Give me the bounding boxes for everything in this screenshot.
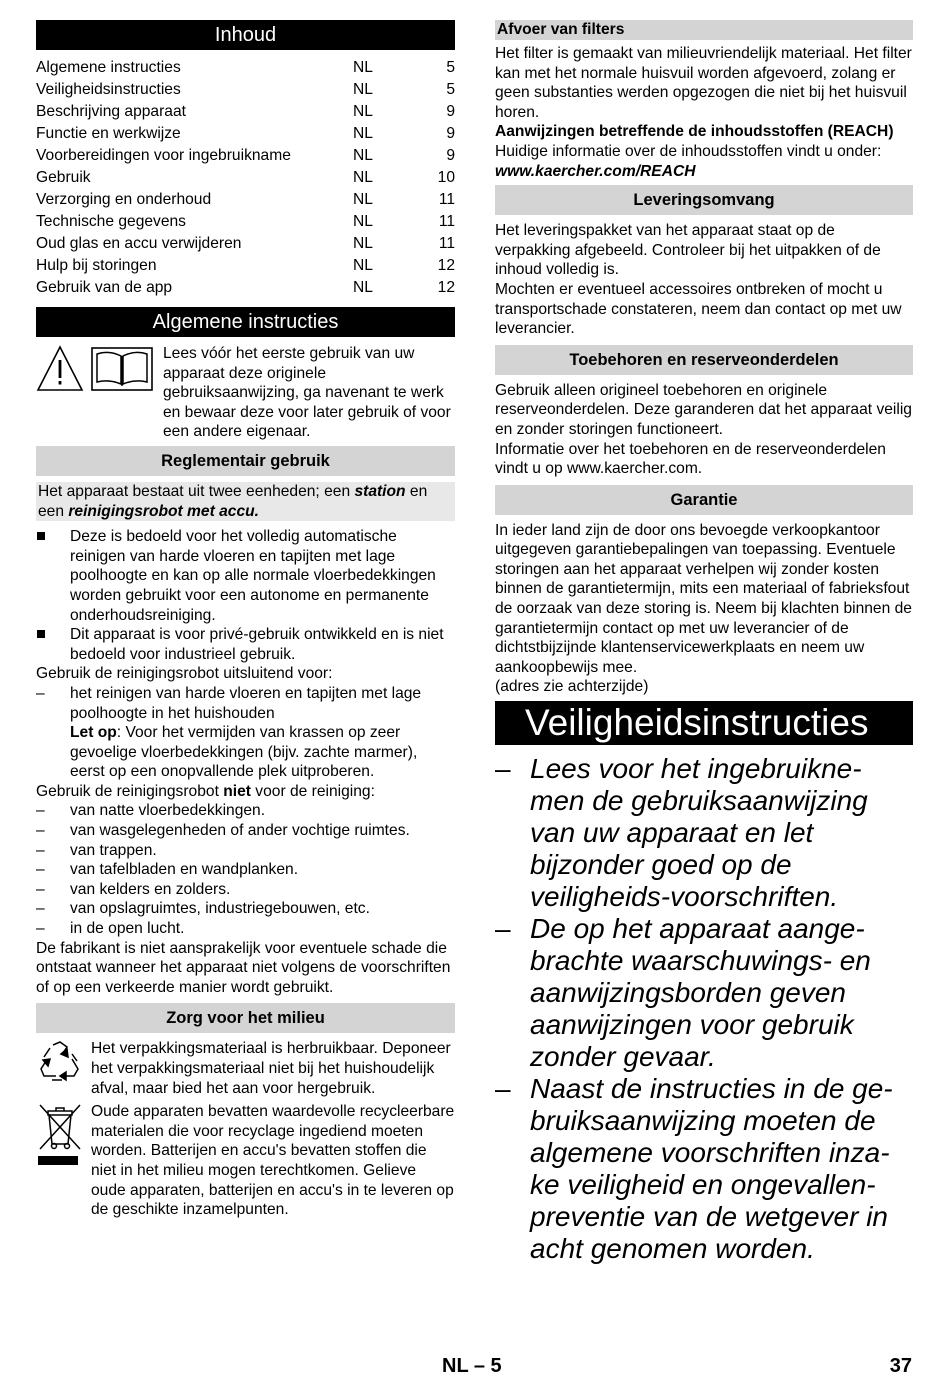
toc-page: 10 — [437, 169, 455, 186]
toc-row[interactable] — [36, 101, 455, 123]
safety-list — [495, 753, 913, 1265]
toc-lang: NL — [353, 213, 373, 230]
toc-lang: NL — [353, 103, 373, 120]
toc-page: 5 — [446, 81, 455, 98]
list-item: – van trappen. — [36, 841, 157, 859]
reach-text: Huidige informatie over de inhoudsstoffen vindt u onder: — [495, 142, 882, 160]
recycle-icon — [36, 1039, 84, 1083]
not-use-list — [36, 801, 455, 938]
safety-item: – Lees voor het ingebruikne-men de gebruiksaanwijzing van uw apparaat en let bijzonder goed op de veiligheids-voorschriften. — [495, 753, 868, 913]
toc-list — [36, 57, 455, 299]
toc-row[interactable] — [36, 123, 455, 145]
toc-page: 11 — [438, 235, 455, 252]
scope-text-1: Het leveringspakket van het apparaat staat op de verpakking afgebeeld. Controleer bij het uitpakken of de inhoud volledig is. — [495, 222, 881, 279]
general-block — [36, 344, 455, 442]
toc-page: 12 — [437, 257, 455, 274]
list-item: – van tafelbladen en wandplanken. — [36, 861, 299, 879]
manual-book-icon — [92, 348, 152, 390]
general-heading: Algemene instructies — [36, 307, 455, 337]
toc-row[interactable] — [36, 233, 455, 255]
toc-lang: NL — [353, 279, 373, 296]
list-item: Deze is bedoeld voor het volledig automatische reinigen van harde vloeren en tapijten met lage poolhoogte en kan op alle normale vloerbedekkingen worden gebruikt voor een autonome en permanente onderhoudsreiniging. — [36, 527, 455, 625]
scope-text-2: Mochten er eventueel accessoires ontbreken of mocht u transportschade constateren, neem dan contact op met uw leverancier. — [495, 280, 902, 338]
reach-heading: Aanwijzingen betreffende de inhoudsstoffen (REACH) — [495, 123, 894, 141]
toc-title: Oud glas en accu verwijderen — [36, 235, 242, 252]
general-text: Lees vóór het eerste gebruik van uw apparaat deze originele gebruiksaanwijzing, ga navenant te werk en bewaar deze voor later gebruik of voor een andere eigenaar. — [163, 345, 451, 441]
toc-row[interactable] — [36, 145, 455, 167]
safety-heading: Veiligheidsinstructies — [495, 701, 913, 745]
toc-page: 11 — [438, 191, 455, 208]
packaging-text: Het verpakkingsmateriaal is herbruikbaar. Deponeer het verpakkingsmateriaal niet bij het huishoudelijk afval, maar bied het aan voor hergebruik. — [91, 1040, 451, 1097]
intended-intro: Het apparaat bestaat uit twee eenheden; een station en een reinigingsrobot met accu. — [36, 482, 455, 521]
list-item: – van kelders en zolders. — [36, 880, 231, 898]
safety-item: – De op het apparaat aange-brachte waarschuwings- en aanwijzingsborden geven aanwijzingen voor gebruik zonder gevaar. — [495, 913, 871, 1073]
toc-page: 12 — [437, 279, 455, 296]
toc-title: Voorbereidingen voor ingebruikname — [36, 147, 291, 164]
warranty-address: (adres zie achterzijde) — [495, 678, 649, 696]
toc-page: 9 — [446, 103, 455, 120]
toc-title: Functie en werkwijze — [36, 125, 181, 142]
toc-title: Gebruik — [36, 169, 91, 186]
toc-page: 5 — [446, 59, 455, 76]
toc-row[interactable] — [36, 189, 455, 211]
accessories-text-1: Gebruik alleen origineel toebehoren en originele reserveonderdelen. Deze garanderen dat het apparaat veilig en zonder storingen functioneert. — [495, 381, 912, 438]
toc-lang: NL — [353, 191, 373, 208]
reach-link[interactable]: www.kaercher.com/REACH — [495, 162, 696, 180]
left-column — [36, 20, 455, 1224]
scope-heading: Leveringsomvang — [495, 185, 913, 215]
environment-heading: Zorg voor het milieu — [36, 1003, 455, 1033]
toc-title: Technische gegevens — [36, 213, 186, 230]
liability-text: De fabrikant is niet aansprakelijk voor eventuele schade die ontstaat wanneer het apparaat niet volgens de voorschriften of op een verkeerde manier wordt gebruikt. — [36, 939, 451, 996]
toc-page: 9 — [446, 147, 455, 164]
toc-lang: NL — [353, 81, 373, 98]
filters-heading: Afvoer van filters — [495, 20, 913, 40]
toc-title: Gebruik van de app — [36, 279, 173, 296]
list-item: Dit apparaat is voor privé-gebruik ontwikkeld en is niet bedoeld voor industrieel gebruik. — [36, 625, 455, 664]
toc-lang: NL — [353, 125, 373, 142]
toc-lang: NL — [353, 235, 373, 252]
safety-item: – Naast de instructies in de ge-bruiksaanwijzing moeten de algemene voorschriften inza-ke veiligheid en ongevallen-preventie van de wetgever in acht genomen worden. — [495, 1073, 893, 1265]
list-item: – in de open lucht. — [36, 920, 185, 938]
toc-title: Algemene instructies — [36, 59, 181, 76]
warning-triangle-icon — [36, 344, 156, 394]
toc-page: 11 — [438, 213, 455, 230]
toc-lang: NL — [353, 257, 373, 274]
accessories-heading: Toebehoren en reserveonderdelen — [495, 345, 913, 375]
toc-title: Verzorging en onderhoud — [36, 191, 212, 208]
list-item: – van wasgelegenheden of ander vochtige ruimtes. — [36, 822, 410, 840]
right-column — [495, 20, 913, 1265]
toc-heading: Inhoud — [36, 20, 455, 50]
filters-text: Het filter is gemaakt van milieuvriendelijk materiaal. Het filter kan met het normale huisvuil worden afgevoerd, zolang er geen substanties werden opgezogen die niet bij het huisvuil horen. — [495, 45, 912, 121]
toc-row[interactable] — [36, 57, 455, 79]
toc-page: 9 — [446, 125, 455, 142]
toc-lang: NL — [353, 147, 373, 164]
disposal-block — [36, 1102, 455, 1220]
list-item: – van natte vloerbedekkingen. — [36, 802, 266, 820]
footer-section: NL – 5 — [442, 1355, 502, 1377]
crossed-bin-icon — [36, 1102, 84, 1172]
footer-page-number: 37 — [889, 1355, 912, 1377]
toc-row[interactable] — [36, 211, 455, 233]
toc-lang: NL — [353, 59, 373, 76]
toc-lang: NL — [353, 169, 373, 186]
packaging-block — [36, 1039, 455, 1098]
list-item: – van opslagruimtes, industriegebouwen, etc. — [36, 900, 370, 918]
toc-title: Beschrijving apparaat — [36, 103, 186, 120]
list-item: – het reinigen van harde vloeren en tapijten met lage poolhoogte in het huishouden Let op: Voor het vermijden van krassen op zeer gevoelige vloerbedekkingen (bijv. zachte marmer), eerst op een onopvallende plek uitproberen. — [36, 684, 422, 781]
not-intro: Gebruik de reinigingsrobot niet voor de reiniging: — [36, 782, 375, 800]
toc-row[interactable] — [36, 255, 455, 277]
disposal-text: Oude apparaten bevatten waardevolle recycleerbare materialen die voor recyclage ingediend moeten worden. Batterijen en accu's bevatten stoffen die niet in het milieu mogen terechtkomen. Gelieve oude apparaten, batterijen en accu's in te leveren op de geschikte inzamelpunten. — [91, 1103, 455, 1219]
toc-row[interactable] — [36, 167, 455, 189]
exclusive-intro: Gebruik de reinigingsrobot uitsluitend voor: — [36, 665, 333, 683]
accessories-text-2: Informatie over het toebehoren en de reserveonderdelen vindt u op www.kaercher.com. — [495, 440, 886, 478]
toc-title: Veiligheidsinstructies — [36, 81, 181, 98]
toc-row[interactable] — [36, 277, 455, 299]
warranty-text: In ieder land zijn de door ons bevoegde verkoopkantoor uitgegeven garantiebepalingen van toepassing. Eventuele storingen aan het apparaat verhelpen wij zonder kosten binnen de garantietermijn, mits een materiaal of fabrieksfout de oorzaak van deze storing is. Neem bij klachten binnen de garantietermijn contact op met uw leverancier of de dichtstbijzijnde klantenservicewerkplaats en neem uw aankoopbewijs mee. — [495, 521, 912, 676]
intended-use-heading: Reglementair gebruik — [36, 446, 455, 476]
toc-title: Hulp bij storingen — [36, 257, 157, 274]
warranty-heading: Garantie — [495, 485, 913, 515]
toc-row[interactable] — [36, 79, 455, 101]
